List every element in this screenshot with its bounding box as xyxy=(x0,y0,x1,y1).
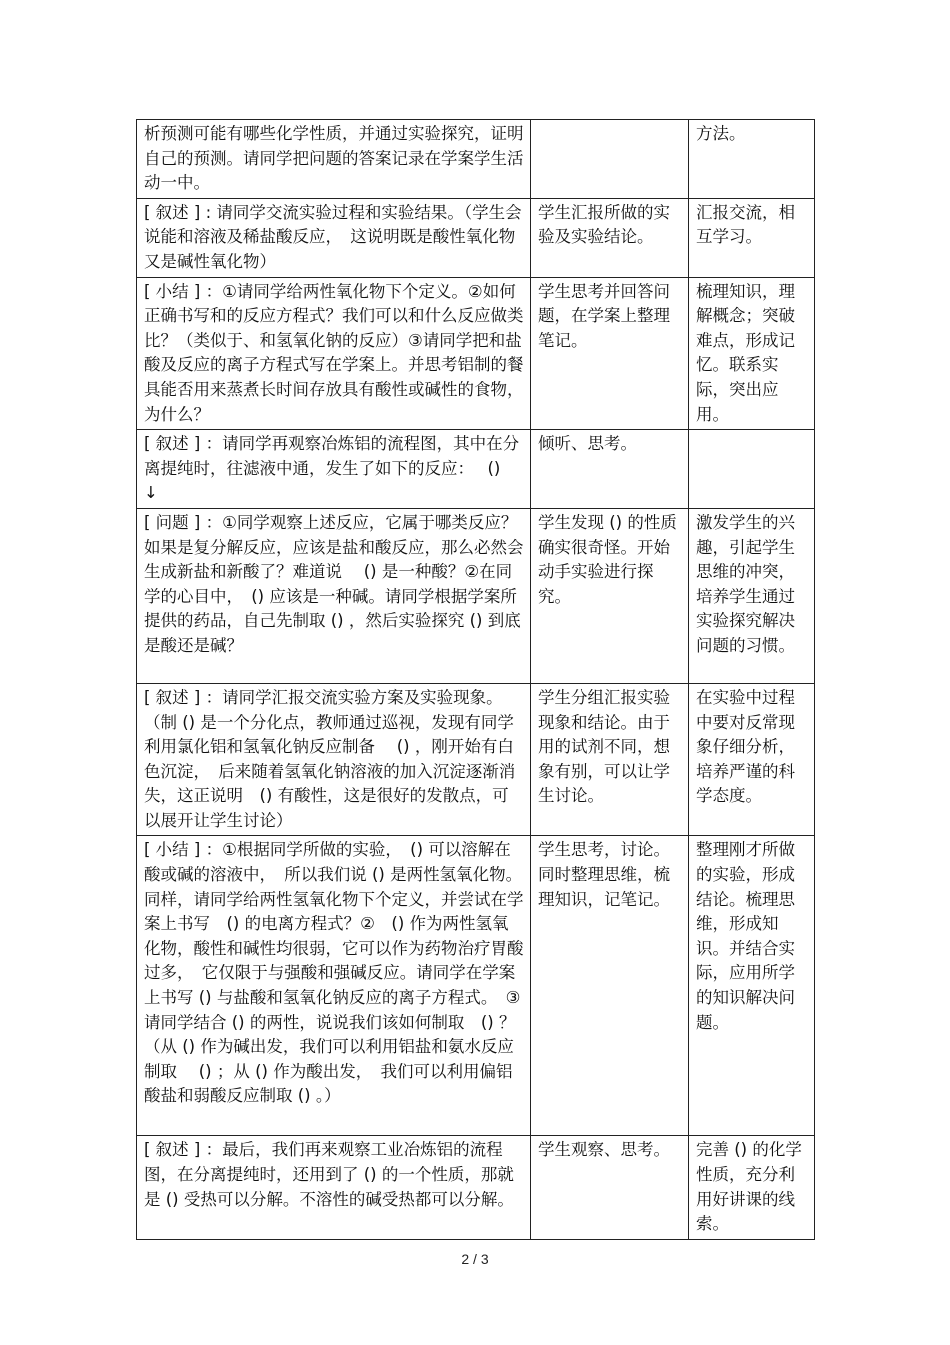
design-intent-cell: 激发学生的兴趣，引起学生思维的冲突，培养学生通过实验探究解决问题的习惯。 xyxy=(689,508,815,683)
student-activity-cell: 学生观察、思考。 xyxy=(531,1136,689,1239)
design-intent-cell: 在实验中过程中要对反常现象仔细分析，培养严谨的科学态度。 xyxy=(689,683,815,836)
teacher-activity-cell: [ 小结 ] ：①请同学给两性氧化物下个定义。②如何正确书写和的反应方程式？我们可以和什么反应做类比？（类似于、和氢氧化钠的反应）③请同学把和盐酸及反应的离子方程式写在学案上。并思考铝制的餐具能否用来蒸煮长时间存放具有酸性或碱性的食物，为什么？ xyxy=(137,277,531,430)
teacher-activity-cell: [ 叙述 ] ：请同学汇报交流实验方案及实验现象。（制 () 是一个分化点，教师通过巡视，发现有同学利用氯化铝和氢氧化钠反应制备 () ，刚开始有白色沉淀， 后来随着氢氧化钠溶液的加入沉淀逐渐消失，这正说明 () 有酸性，这是很好的发散点，可以展开让学生讨论） xyxy=(137,683,531,836)
page-number: 2 / 3 xyxy=(461,1251,489,1267)
table-row xyxy=(137,1136,815,1239)
design-intent-cell: 梳理知识，理解概念；突破难点，形成记忆。联系实际，突出应用。 xyxy=(689,277,815,430)
student-activity-cell xyxy=(531,120,689,199)
student-activity-cell: 学生分组汇报实验现象和结论。由于用的试剂不同，想象有别，可以让学生讨论。 xyxy=(531,683,689,836)
student-activity-cell: 倾听、思考。 xyxy=(531,430,689,509)
design-intent-cell: 方法。 xyxy=(689,120,815,199)
student-activity-cell: 学生发现 () 的性质确实很奇怪。开始动手实验进行探究。 xyxy=(531,508,689,683)
teacher-activity-cell: [ 小结 ] ：①根据同学所做的实验， () 可以溶解在酸或碱的溶液中， 所以我们说 () 是两性氢氧化物。同样，请同学给两性氢氧化物下个定义，并尝试在学案上书写 () 的电离方程式？② () 作为两性氢氧化物，酸性和碱性均很弱，它可以作为药物治疗胃酸过多， 它仅限于与强酸和强碱反应。请同学在学案上书写 () 与盐酸和氢氧化钠反应的离子方程式。 ③请同学结合 () 的两性，说说我们该如何制取 () ？（从 () 作为碱出发，我们可以利用铝盐和氨水反应制取 () ；从 () 作为酸出发， 我们可以利用偏铝酸盐和弱酸反应制取 () 。） xyxy=(137,836,531,1136)
table-row xyxy=(137,508,815,683)
teacher-activity-cell: [ 叙述 ] : 请同学交流实验过程和实验结果。（学生会说能和溶液及稀盐酸反应， 这说明既是酸性氧化物又是碱性氧化物） xyxy=(137,198,531,277)
student-activity-cell: 学生思考并回答问题，在学案上整理笔记。 xyxy=(531,277,689,430)
student-activity-cell: 学生思考，讨论。同时整理思维，梳理知识，记笔记。 xyxy=(531,836,689,1136)
design-intent-cell: 完善 () 的化学性质，充分利用好讲课的线索。 xyxy=(689,1136,815,1239)
design-intent-cell xyxy=(689,430,815,509)
table-row xyxy=(137,120,815,199)
lesson-plan-table xyxy=(136,119,815,1240)
teacher-activity-cell: [ 叙述 ] ：最后，我们再来观察工业冶炼铝的流程图，在分离提纯时，还用到了 () 的一个性质，那就是 () 受热可以分解。不溶性的碱受热都可以分解。 xyxy=(137,1136,531,1239)
table-row xyxy=(137,836,815,1136)
teacher-activity-cell: [ 叙述 ] ：请同学再观察冶炼铝的流程图，其中在分离提纯时，往滤液中通，发生了如下的反应： () ↓ xyxy=(137,430,531,509)
teacher-activity-cell: [ 问题 ] ：①同学观察上述反应，它属于哪类反应？如果是复分解反应，应该是盐和酸反应，那么必然会生成新盐和新酸了？难道说 () 是一种酸？②在同学的心目中， () 应该是一种碱。请同学根据学案所提供的药品，自己先制取 () ，然后实验探究 () 到底是酸还是碱？ xyxy=(137,508,531,683)
table-row xyxy=(137,277,815,430)
table-row xyxy=(137,683,815,836)
student-activity-cell: 学生汇报所做的实验及实验结论。 xyxy=(531,198,689,277)
table-row xyxy=(137,198,815,277)
design-intent-cell: 整理刚才所做的实验，形成结论。梳理思维，形成知识。并结合实际，应用所学的知识解决问题。 xyxy=(689,836,815,1136)
table-row xyxy=(137,430,815,509)
teacher-activity-cell: 析预测可能有哪些化学性质，并通过实验探究，证明自己的预测。请同学把问题的答案记录在学案学生活动一中。 xyxy=(137,120,531,199)
design-intent-cell: 汇报交流，相互学习。 xyxy=(689,198,815,277)
